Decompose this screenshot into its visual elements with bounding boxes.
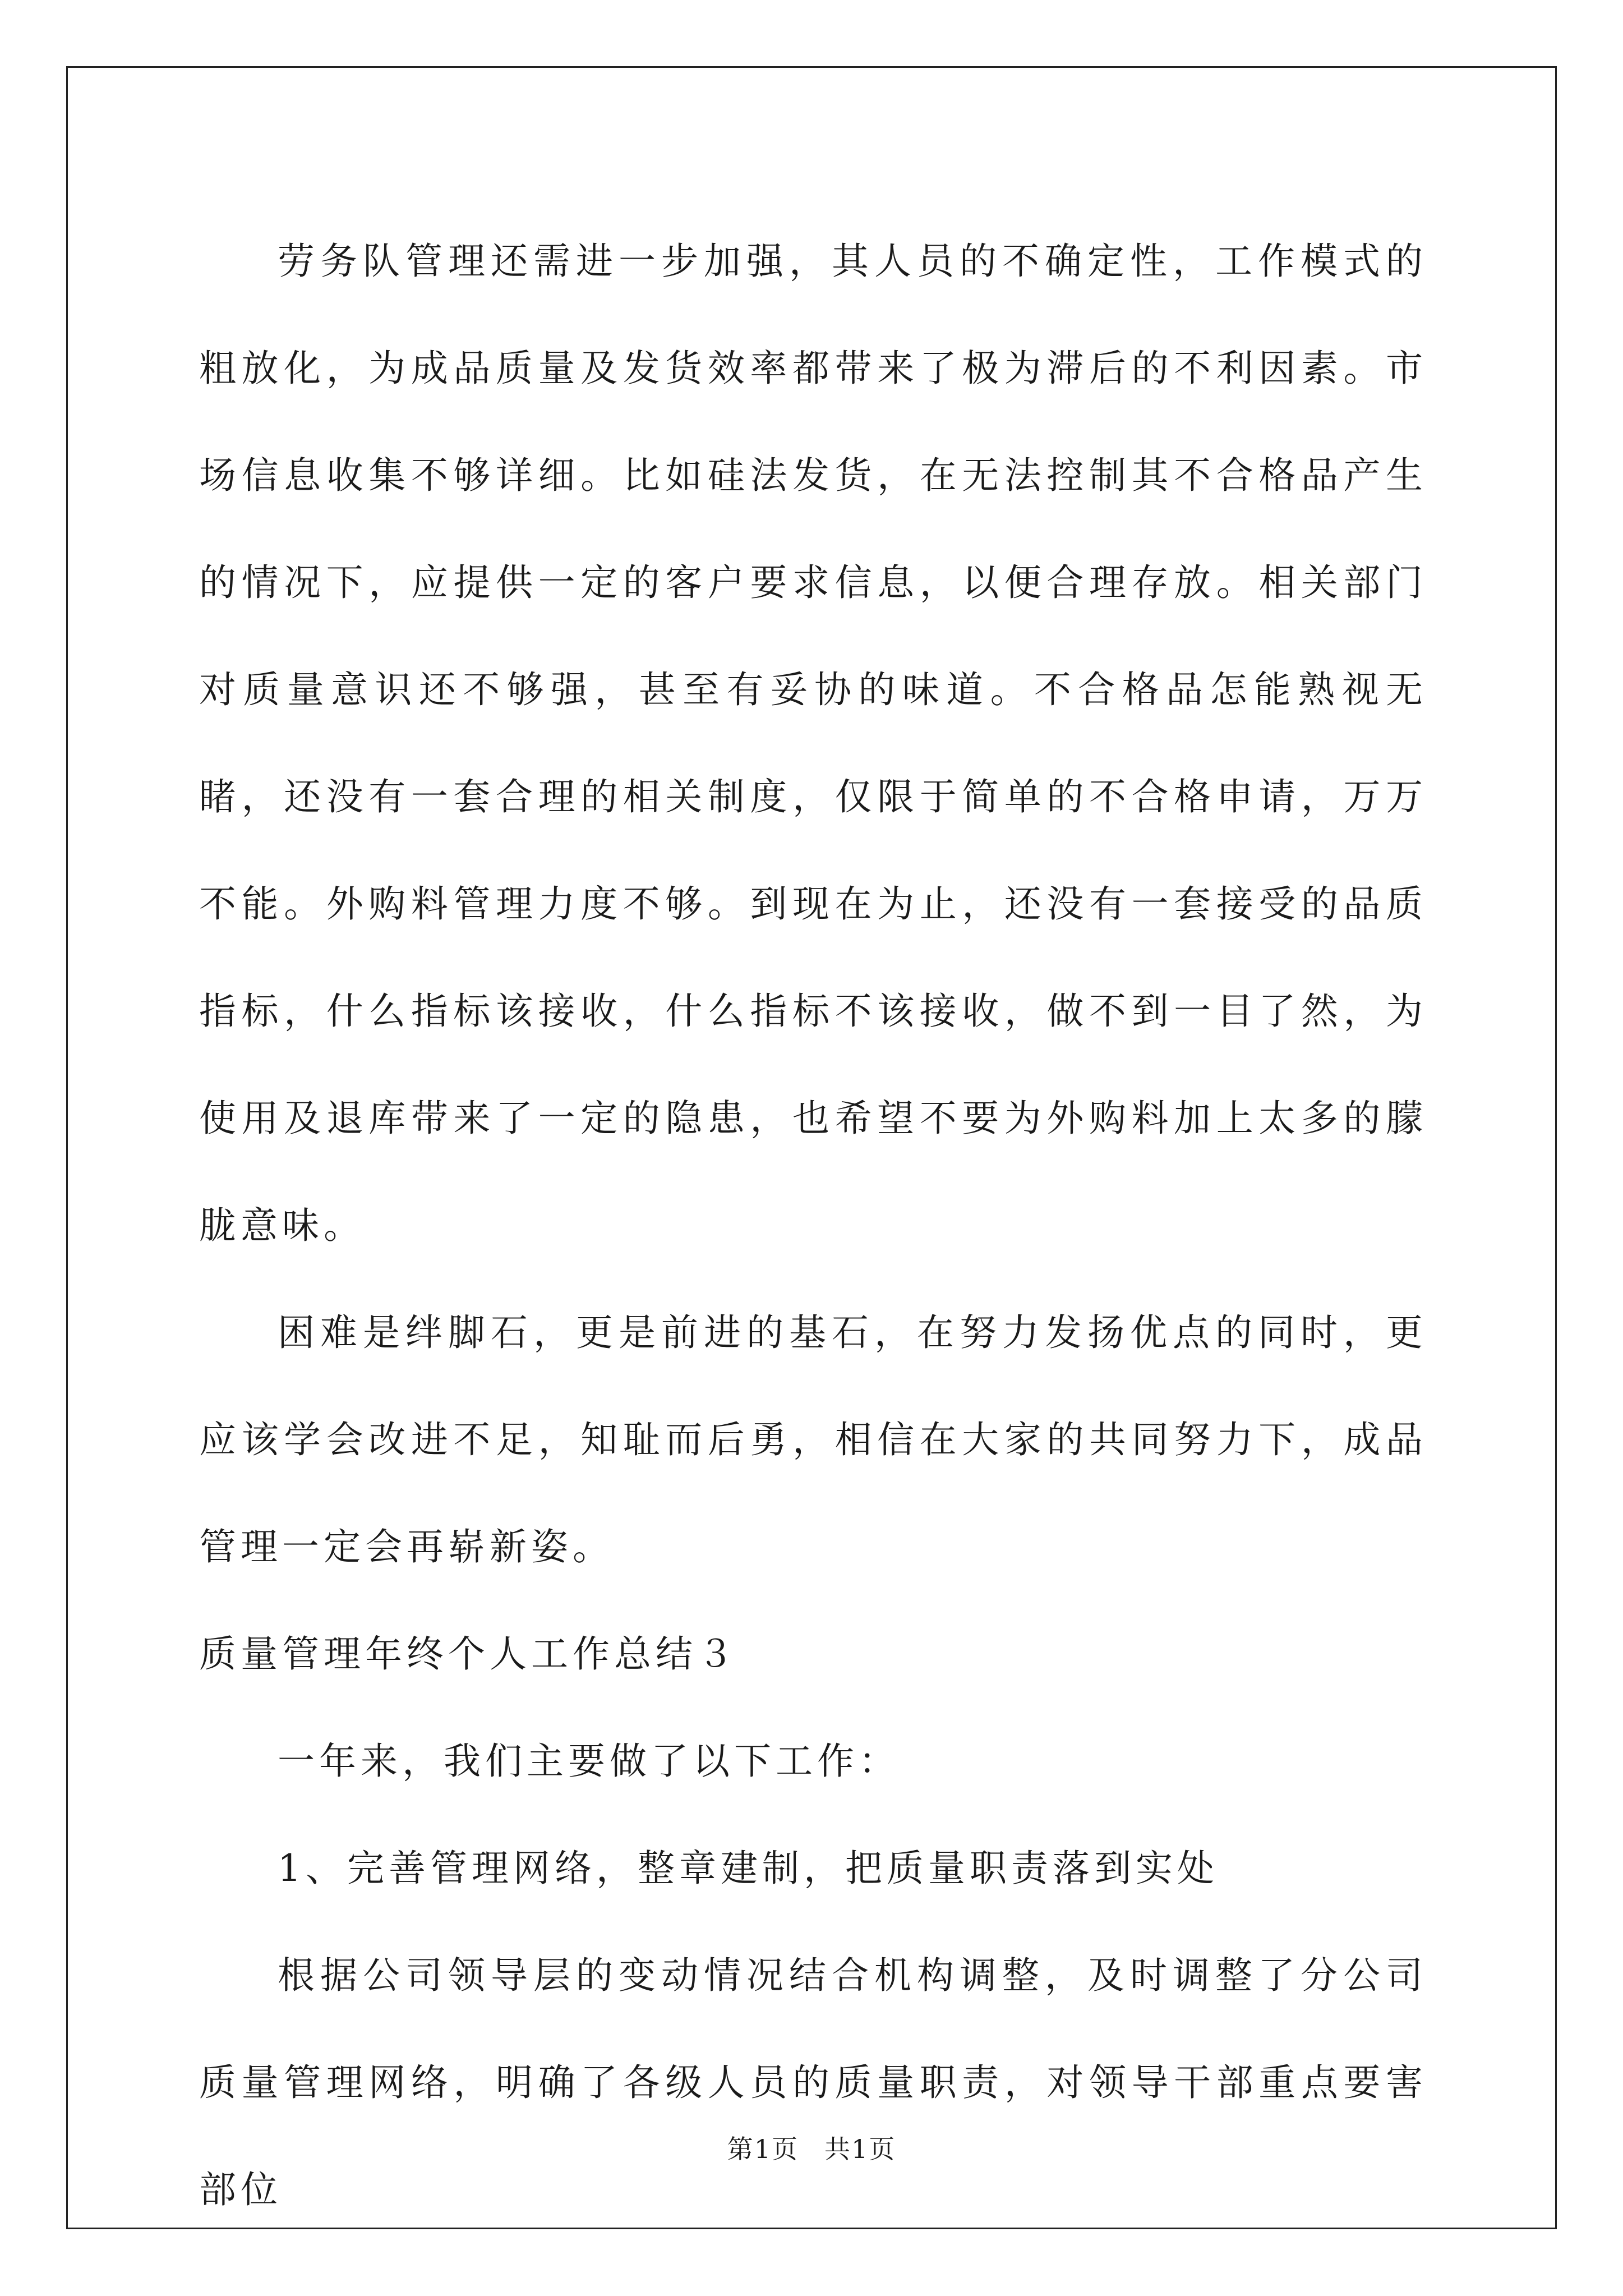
page-number: 第1页 <box>727 2134 799 2164</box>
paragraph-quality-issues: 劳务队管理还需进一步加强，其人员的不确定性，工作模式的粗放化，为成品质量及发货效率都带来了极为滞后的不利因素。市场信息收集不够详细。比如硅法发货，在无法控制其不合格品产生的情况下，应提供一定的客户要求信息，以便合理存放。相关部门对质量意识还不够强，甚至有妥协的味道。不合格品怎能熟视无睹，还没有一套合理的相关制度，仅限于简单的不合格申请，万万不能。外购料管理力度不够。到现在为止，还没有一套接受的品质指标，什么指标该接收，什么指标不该接收，做不到一目了然，为使用及退库带来了一定的隐患，也希望不要为外购料加上太多的朦胧意味。 <box>199 240 1427 1247</box>
paragraph-item-1: 1、完善管理网络，整章建制，把质量职责落到实处 <box>278 1847 1219 1890</box>
page-footer <box>0 2129 1623 2166</box>
page-total: 共1页 <box>824 2134 896 2164</box>
paragraph-network-adjustment: 根据公司领导层的变动情况结合机构调整，及时调整了分公司质量管理网络，明确了各级人员的质量职责，对领导干部重点要害部位 <box>199 1954 1427 2211</box>
paragraph-difficulties: 困难是绊脚石，更是前进的基石，在努力发扬优点的同时，更应该学会改进不足，知耻而后勇，相信在大家的共同努力下，成品管理一定会再崭新姿。 <box>199 1311 1427 1568</box>
paragraph-intro: 一年来，我们主要做了以下工作： <box>278 1740 900 1783</box>
section-heading: 质量管理年终个人工作总结３ <box>199 1632 739 1676</box>
document-body <box>199 208 1427 2243</box>
